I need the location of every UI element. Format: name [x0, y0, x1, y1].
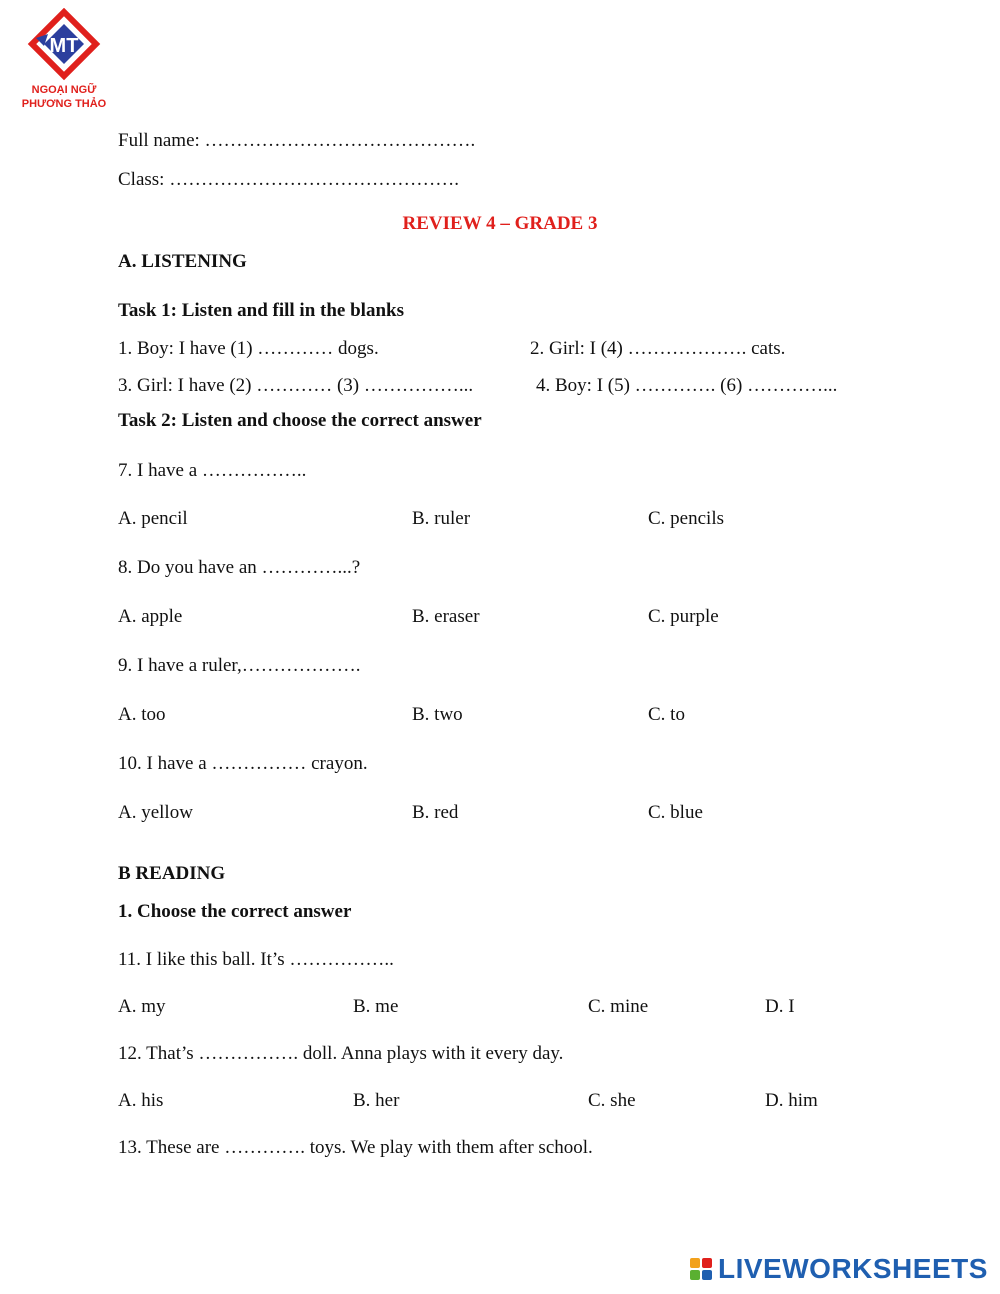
q11-option-c[interactable]: C. mine	[588, 996, 649, 1017]
question-8: 8. Do you have an …………...?	[118, 557, 361, 578]
task1-item-1: 1. Boy: I have (1) ………… dogs.	[118, 338, 379, 359]
question-10: 10. I have a …………… crayon.	[118, 753, 368, 774]
task1-item-2: 2. Girl: I (4) ………………. cats.	[530, 338, 786, 359]
q8-option-a[interactable]: A. apple	[118, 606, 183, 627]
school-logo	[14, 8, 114, 116]
q8-option-c[interactable]: C. purple	[648, 606, 719, 627]
logo-mark-text: MT	[49, 35, 79, 57]
q8-option-b[interactable]: B. eraser	[412, 606, 480, 627]
q12-option-b[interactable]: B. her	[353, 1090, 400, 1111]
task1-heading: Task 1: Listen and fill in the blanks	[118, 300, 404, 321]
logo-line-1: NGOẠI NGỮ	[31, 84, 97, 96]
reading-heading: B READING	[118, 863, 226, 884]
q10-option-b[interactable]: B. red	[412, 802, 459, 823]
question-13: 13. These are …………. toys. We play with them after school.	[118, 1137, 593, 1158]
reading-section-1: 1. Choose the correct answer	[118, 901, 352, 922]
q9-option-b[interactable]: B. two	[412, 704, 463, 725]
liveworksheets-text: LIVEWORKSHEETS	[718, 1253, 988, 1284]
q10-option-a[interactable]: A. yellow	[118, 802, 193, 823]
q12-option-a[interactable]: A. his	[118, 1090, 164, 1111]
logo-mark-icon	[14, 8, 114, 88]
q11-option-d[interactable]: D. I	[765, 996, 795, 1017]
q11-option-b[interactable]: B. me	[353, 996, 399, 1017]
q7-option-c[interactable]: C. pencils	[648, 508, 724, 529]
question-9: 9. I have a ruler,……………….	[118, 655, 361, 676]
q12-option-d[interactable]: D. him	[765, 1090, 818, 1111]
class-line: Class: ……………………………………….	[118, 169, 459, 190]
q9-option-c[interactable]: C. to	[648, 704, 685, 725]
q9-option-a[interactable]: A. too	[118, 704, 166, 725]
question-12: 12. That’s ……………. doll. Anna plays with it every day.	[118, 1043, 564, 1064]
full-name-line: Full name: …………………………………….	[118, 130, 476, 151]
q7-option-b[interactable]: B. ruler	[412, 508, 471, 529]
page-title: REVIEW 4 – GRADE 3	[402, 213, 598, 234]
q12-option-c[interactable]: C. she	[588, 1090, 636, 1111]
q11-option-a[interactable]: A. my	[118, 996, 166, 1017]
q10-option-c[interactable]: C. blue	[648, 802, 703, 823]
logo-line-2: PHƯƠNG THẢO	[21, 98, 107, 110]
liveworksheets-logo	[690, 1252, 988, 1286]
task1-item-4: 4. Boy: I (5) …………. (6) …………...	[536, 375, 838, 396]
question-11: 11. I like this ball. It’s ……………..	[118, 949, 394, 970]
liveworksheets-icon	[690, 1258, 712, 1280]
q7-option-a[interactable]: A. pencil	[118, 508, 188, 529]
task2-heading: Task 2: Listen and choose the correct answer	[118, 410, 482, 431]
task1-item-3: 3. Girl: I have (2) ………… (3) ……………...	[118, 375, 474, 396]
question-7: 7. I have a ……………..	[118, 460, 307, 481]
listening-heading: A. LISTENING	[118, 251, 247, 272]
